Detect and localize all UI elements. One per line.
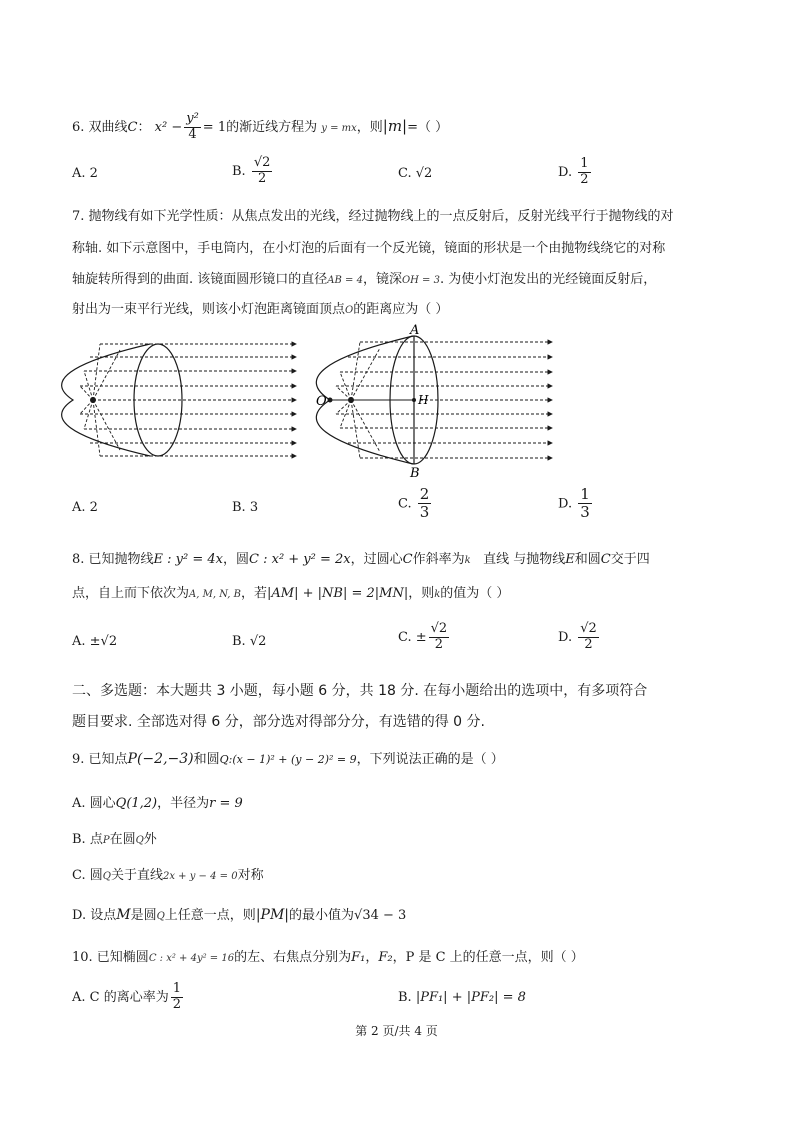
q6-opt-d-frac: $\frac{1}{2}$ <box>580 156 589 187</box>
q6-end: =（ ） <box>407 119 449 135</box>
q7-opt-a: A. 2 <box>72 500 98 515</box>
q7-opt-d-label: D. <box>558 496 573 512</box>
q10-opt-a-frac: $\frac{1}{2}$ <box>172 981 182 1012</box>
q6-asym: y = mx <box>321 122 357 134</box>
q6-eq-frac: $\frac{\text{y²}}{4}$ <box>186 111 199 142</box>
q10-ellipse: C : x² + 4y² = 16 <box>148 953 235 964</box>
fig-label-a: A <box>410 323 420 338</box>
q7-o: O <box>345 305 354 316</box>
q6-mid: 的渐近线方程为 <box>226 119 318 135</box>
q9-stem: 9. 已知点P(−2,−3)和圆Q:(x − 1)² + (y − 2)² = 9，下列说法正确的是（ ） <box>72 751 504 767</box>
q9-opt-c: C. 圆Q关于直线2x + y − 4 = 0对称 <box>72 868 264 883</box>
q6-opt-b <box>232 156 274 187</box>
q6-colon: ： <box>137 119 151 135</box>
q7-opt-d-frac: $\frac{1}{3}$ <box>580 485 590 522</box>
q7-line4: 射出为一束平行光线，则该小灯泡距离镜面顶点O的距离应为（ ） <box>72 302 449 317</box>
q6-eq-rhs: = 1 <box>202 119 227 135</box>
q7-line1: 7. 抛物线有如下光学性质：从焦点发出的光线，经过抛物线上的一点反射后，反射光线平行于抛物线的对 <box>72 209 674 224</box>
q6-curve: C <box>127 119 138 135</box>
q6-stem <box>72 112 448 143</box>
q8-opt-c-frac: $\frac{√2}{2}$ <box>430 621 448 652</box>
q9-circle-q: Q:(x − 1)² + (y − 2)² = 9 <box>219 753 357 766</box>
q6-then: ，则 <box>356 119 383 135</box>
q8-points: A, M, N, B <box>189 589 242 600</box>
q9-min-value: √34 − 3 <box>354 908 407 923</box>
q6-opt-b-frac: $\frac{√2}{2}$ <box>253 155 271 186</box>
q9-opt-b: B. 点P在圆Q外 <box>72 832 157 847</box>
section2-line1: 二、多选题：本大题共 3 小题，每小题 6 分，共 18 分. 在每小题给出的选项中，有多项符合 <box>72 683 648 699</box>
q6-opt-d <box>558 157 593 188</box>
q7-ab: AB = 4 <box>327 275 363 286</box>
q8-line1: 8. 已知抛物线E : y² = 4x，圆C : x² + y² = 2x，过圆心C作斜率为k 直线 与抛物线E和圆C交于四 <box>72 552 650 567</box>
q9-point-p: P(−2,−3) <box>127 751 194 767</box>
q6-equation: x² − <box>154 119 183 135</box>
q8-line2: 点，自上而下依次为A, M, N, B，若|AM| + |NB| = 2|MN|，则k的值为（ ） <box>72 586 510 601</box>
q7-opt-c-frac: $\frac{2}{3}$ <box>419 485 430 522</box>
q10-opt-a: A. C 的离心率为 $\frac{1}{2}$ <box>72 981 182 1012</box>
q9-opt-a: A. 圆心Q(1,2)，半径为r = 9 <box>72 796 243 811</box>
q8-opt-d: D. $\frac{√2}{2}$ <box>558 621 597 652</box>
page-footer: 第 2 页/共 4 页 <box>355 1024 438 1038</box>
q9-opt-d: D. 设点M是圆Q上任意一点，则|PM|的最小值为√34 − 3 <box>72 907 407 923</box>
q10-opt-b: B. |PF₁| + |PF₂| = 8 <box>398 990 526 1005</box>
fig-label-b: B <box>410 466 420 481</box>
q7-opt-c-label: C. <box>398 496 412 512</box>
fig-label-h: H <box>418 393 429 407</box>
q6-opt-c-label: C. <box>398 166 412 181</box>
q6-opt-c-val: √2 <box>415 166 433 181</box>
q6-prefix: 6. 双曲线 <box>72 119 128 135</box>
q6-opt-a: A. 2 <box>72 166 98 181</box>
q8-opt-b: B. √2 <box>232 634 267 649</box>
q8-opt-a: A. ±√2 <box>72 634 118 649</box>
fig-label-o: O <box>316 394 327 409</box>
q7-figure <box>0 322 793 482</box>
q7-oh: OH = 3 <box>401 275 440 286</box>
q7-opt-d <box>558 486 594 522</box>
right-mirror <box>316 323 552 481</box>
q8-condition: |AM| + |NB| = 2|MN| <box>267 586 409 601</box>
section2-line2: 题目要求. 全部选对得 6 分，部分选对得部分分，有选错的得 0 分. <box>72 714 485 730</box>
q8-opt-c: C. ± $\frac{√2}{2}$ <box>398 621 448 652</box>
q8-opt-d-frac: $\frac{√2}{2}$ <box>580 621 597 652</box>
q8-parabola: E : y² = 4x <box>153 552 223 567</box>
q7-opt-c <box>398 486 433 522</box>
q6-abs: |m| <box>382 116 408 135</box>
q8-circle: C : x² + y² = 2x <box>249 552 351 567</box>
q7-line3: 轴旋转所得到的曲面. 该镜面圆形镜口的直径AB = 4，镜深OH = 3. 为使小灯泡发出的光经镜面反射后， <box>72 272 657 287</box>
left-mirror <box>62 344 296 456</box>
q6-opt-c <box>398 166 432 181</box>
q10-stem: 10. 已知椭圆C : x² + 4y² = 16的左、右焦点分别为F₁，F₂，P 是 C 上的任意一点，则（ ） <box>72 950 584 965</box>
q7-opt-b: B. 3 <box>232 500 259 515</box>
q6-opt-b-label: B. <box>232 163 246 179</box>
q6-opt-d-label: D. <box>558 164 573 180</box>
q7-line2: 称轴. 如下示意图中，手电筒内，在小灯泡的后面有一个反光镜，镜面的形状是一个由抛物线绕它的对称 <box>72 241 666 256</box>
